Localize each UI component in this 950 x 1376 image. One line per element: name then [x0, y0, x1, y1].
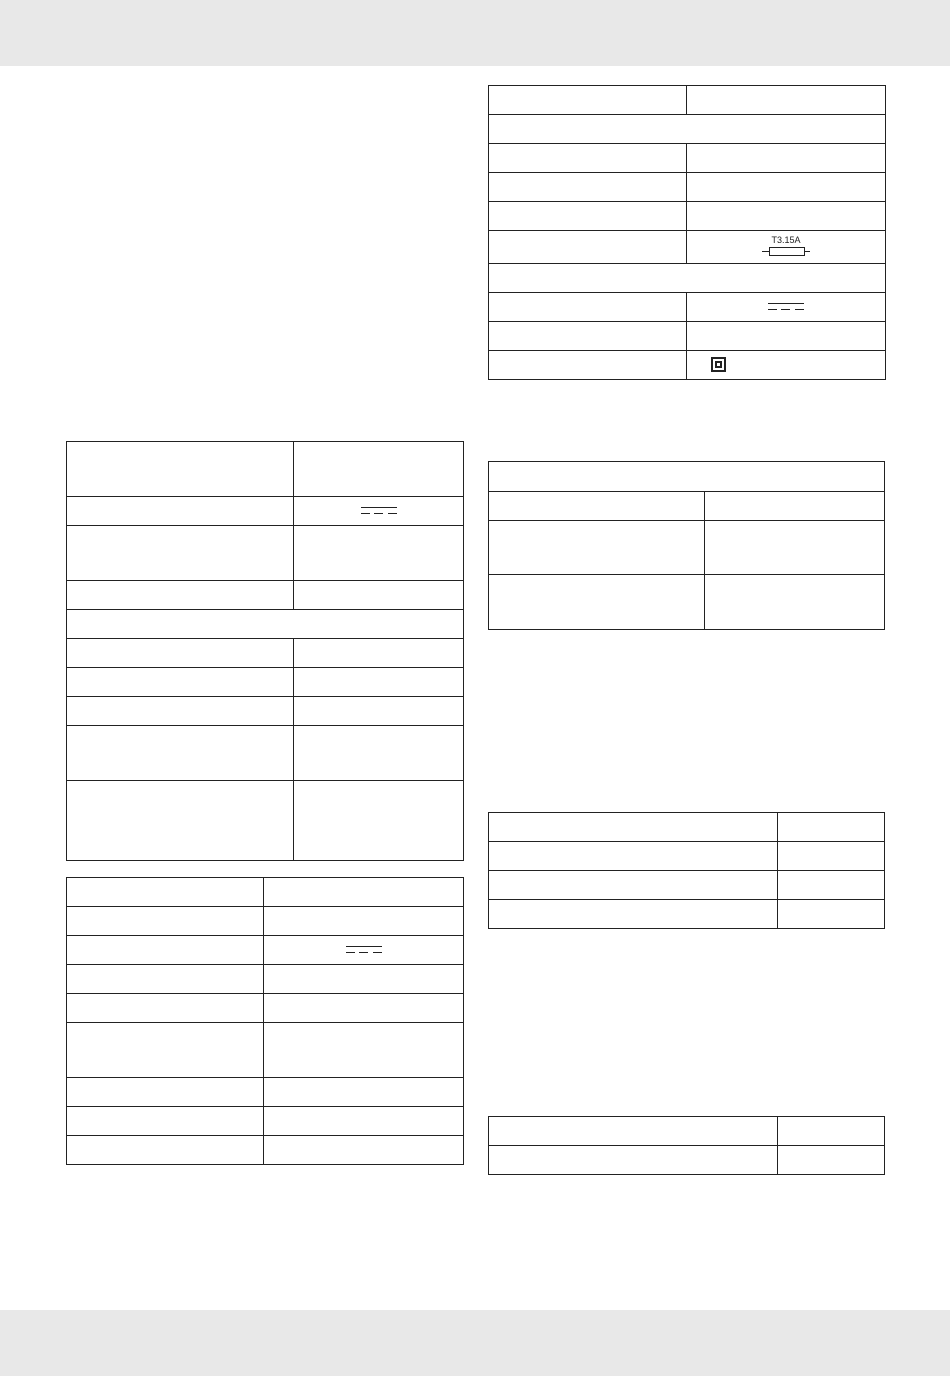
table-cell	[687, 202, 886, 231]
table-cell	[489, 521, 705, 575]
table-cell	[687, 293, 886, 322]
spec-table-left-1	[66, 441, 464, 861]
table-cell	[489, 351, 687, 380]
table-cell	[489, 842, 778, 871]
table-cell	[687, 144, 886, 173]
table-cell	[264, 1023, 464, 1078]
table-cell	[67, 581, 294, 610]
table-cell	[778, 1146, 885, 1175]
table-cell	[489, 173, 687, 202]
table-cell	[294, 442, 464, 497]
table-cell	[264, 994, 464, 1023]
table-cell	[67, 965, 264, 994]
table-cell	[489, 813, 778, 842]
table-section-row	[489, 264, 886, 293]
table-section-row	[489, 115, 886, 144]
table-cell	[489, 202, 687, 231]
table-cell	[67, 1136, 264, 1165]
table-cell	[67, 907, 264, 936]
table-section-row	[67, 610, 464, 639]
table-cell	[264, 1136, 464, 1165]
table-cell	[67, 1023, 264, 1078]
spec-table-right-4	[488, 1116, 885, 1175]
table-cell	[264, 878, 464, 907]
table-cell	[489, 900, 778, 929]
table-cell	[67, 781, 294, 861]
spec-table-right-1	[488, 85, 886, 380]
table-cell	[294, 639, 464, 668]
table-cell	[687, 322, 886, 351]
table-cell	[489, 1117, 778, 1146]
table-cell	[294, 781, 464, 861]
table-cell	[264, 1107, 464, 1136]
table-cell	[294, 697, 464, 726]
table-cell	[778, 1117, 885, 1146]
table-cell	[489, 492, 705, 521]
table-cell	[67, 697, 294, 726]
table-cell	[489, 1146, 778, 1175]
spec-table-right-2	[488, 461, 885, 630]
table-cell	[705, 492, 885, 521]
table-cell	[264, 907, 464, 936]
dc-symbol-icon	[346, 945, 382, 955]
table-cell	[67, 526, 294, 581]
table-cell	[67, 442, 294, 497]
spec-table-right-3	[488, 812, 885, 929]
table-cell	[778, 842, 885, 871]
table-cell	[67, 1078, 264, 1107]
table-cell	[489, 871, 778, 900]
table-cell	[489, 144, 687, 173]
dc-symbol-icon	[361, 506, 397, 516]
table-cell	[264, 1078, 464, 1107]
header-band	[0, 0, 950, 66]
table-section-row	[489, 462, 885, 492]
table-cell	[67, 1107, 264, 1136]
table-cell	[264, 965, 464, 994]
table-cell	[489, 231, 687, 264]
table-cell	[294, 668, 464, 697]
table-cell	[67, 878, 264, 907]
table-cell	[778, 813, 885, 842]
footer-band	[0, 1310, 950, 1376]
table-cell	[489, 86, 687, 115]
table-cell	[687, 173, 886, 202]
table-cell	[687, 86, 886, 115]
table-cell	[705, 575, 885, 630]
table-cell	[489, 322, 687, 351]
table-cell	[294, 497, 464, 526]
fuse-icon	[762, 236, 810, 258]
table-cell	[264, 936, 464, 965]
fuse-rating-label: T3.15A	[771, 235, 801, 245]
table-cell	[294, 581, 464, 610]
table-cell	[294, 726, 464, 781]
table-cell	[705, 521, 885, 575]
table-cell	[778, 900, 885, 929]
table-cell	[67, 497, 294, 526]
table-cell	[778, 871, 885, 900]
dc-symbol-icon	[768, 302, 804, 312]
protection-class-ii-icon	[711, 357, 726, 372]
table-cell	[67, 726, 294, 781]
table-cell	[687, 351, 886, 380]
table-cell	[294, 526, 464, 581]
table-cell	[67, 994, 264, 1023]
table-cell	[67, 936, 264, 965]
table-cell	[687, 231, 886, 264]
table-cell	[67, 668, 294, 697]
table-cell	[489, 293, 687, 322]
table-cell	[489, 575, 705, 630]
table-cell	[67, 639, 294, 668]
spec-table-left-2	[66, 877, 464, 1165]
